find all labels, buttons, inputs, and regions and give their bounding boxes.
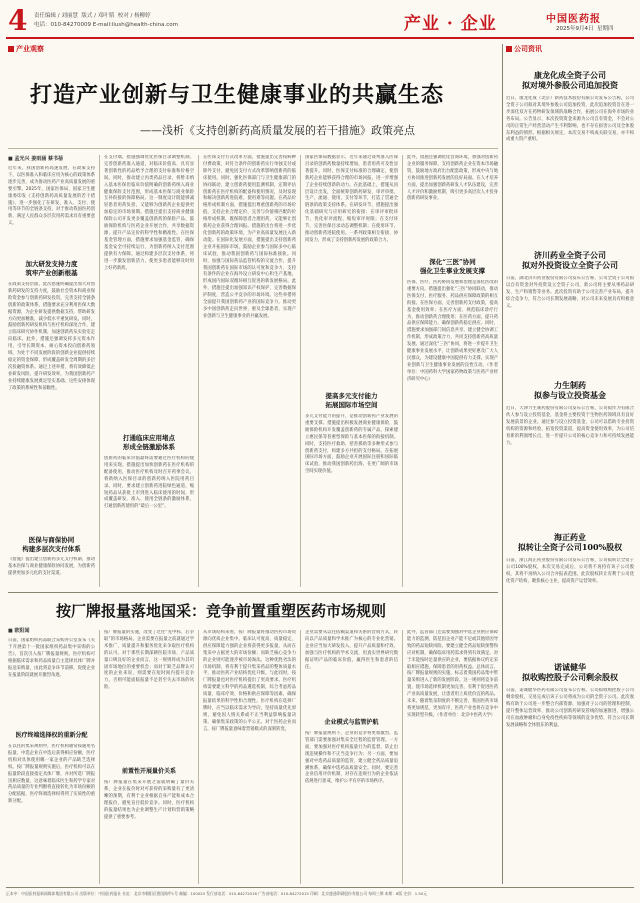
lead-col-2a: 在支付端，措施强调优化医保目录调整机制，完善创新药准入通道，对临床价值高、具有显著创新性的药品给予合理的支付标准和价格空间。同时，推动建立丙类药品目录，将暂未纳入基本医保但临床价值明确的创新药纳入商业健康保险支付范围，形成基本医保与商业保险互补衔接的保障格局。这一制度设计既能够减轻患者用药负担，又能够为创新药企业提供更加稳定的市场预期。措施还提出支持商业健康保险公司开发更多覆盖创新药的保险产品，鼓励保险机构与医药企业开展合作，共享数据资源，提升产品定价的科学性和精准性。在医保基金管理方面，措施要求加强基金监管，确保基金安全可持续运行，为创新药纳入支付范围提供有力保障。通过构建多层次支付体系，将进一步激发创新活力，使更多患者能够及时用上好药新药。 xyxy=(104,155,194,271)
footer-text: 正本中：中国医药报新闻媒体集团有限公司 出版单位：中国医药报社 社址：北京市朝阳区建国路甲1号 邮编：100020 发行部电话：010-84272016 广告部电话：010-84272015 印刷：北京盛通印刷股份有限公司 每周三期 本期：8版 定价：1.50元 xyxy=(6,891,428,896)
sidebar-item-2-text: 济川药业全资子公司 拟对外投资设立全资子公司 xyxy=(522,250,618,270)
section-tag-label: 产业观察 xyxy=(16,44,44,53)
editor-line xyxy=(34,11,151,19)
sidebar-item-2-body: 日前，湖北济川药业股份有限公司发布公告称，公司全资子公司拟以自有资金对外投资设立全资子公司，新公司将主要从事药品研发、生产和销售等业务。此次投资有助于公司完善产业布局，提升综合竞争力，符合公司长期发展战略，对公司未来发展具有积极意义。 xyxy=(506,276,634,309)
page-number: 4 xyxy=(8,4,28,37)
sidebar-rule xyxy=(502,44,503,884)
second-col-rule-4 xyxy=(402,630,403,884)
lead-col-1c: 《措施》提出建立创新药多元支付机制，推动基本医保与商业健康保险协同发展，为创新药提供更加多元化的支付渠道。 xyxy=(8,557,95,576)
lead-col-4a: 国家医保局数据显示，近年来通过谈判准入医保目录的创新药数量持续增加，患者用药可及性显著提升。同时，医保支付标准的合理确定，使创新药企业能够获得合理的市场回报，进一步增强了企业持续创新的动力。在此基础上，措施从顶层设计出发，全面统筹创新药研发、审评审批、生产、流通、使用、支付等环节，打造了贯通全链条的政策支持体系。在研发环节，措施提出强化基础研究与应用研究的衔接；在审评审批环节，优化审评流程、缩短审评时限；在支付环节，完善医保目录动态调整机制；在使用环节，推动创新药进院使用。一系列政策相互衔接、协同发力，形成了支持创新药发展的政策合力。 xyxy=(305,155,398,243)
lead-col-1a: 近年来，我国创新药高速发展，在政策支持下，以医保准入和临床应用为核心的政策体系逐步完善，成为推动医药产业高质量发展的重要引擎。2025年，国家医保局、国家卫生健康委印发《支持创新药高质量发展的若干措施》，进一步强化了在研发、准入、支付、使用等环节的全链条支持，对于推动我国医药创新、满足人民群众多层次用药需求具有重要意义。 xyxy=(8,166,95,227)
sidebar-item-3-text: 力生制药 拟参与设立投资基金 xyxy=(534,380,606,400)
second-col-2b: 按厂牌报量在集采开展之前就明确了量价关系，企业在报价时对可获得的采购量有了更清晰的预期，有利于企业根据自身产能和成本合理报价，避免盲目低价竞争。同时，医疗机构的报量结果也为企业调整生产计划和营销策略提供了重要参考。 xyxy=(104,780,194,820)
second-subhead-3 xyxy=(305,719,398,727)
lead-subhead-4 xyxy=(104,434,194,451)
tag-square-icon xyxy=(506,46,512,52)
section-tag-label: 公司资讯 xyxy=(514,44,542,53)
second-subhead-1-text: 医疗终端选择权的重新分配 xyxy=(15,732,88,739)
second-byline: ■ 欧阳闻 xyxy=(8,628,30,634)
paper-name: 中国医药报 xyxy=(546,14,601,25)
lead-col-5a: 此外，措施还强调优化营商环境，加强对创新药企业的服务保障，支持创新药企业在资本市场融资，鼓励地方政府出台配套政策，形成中央与地方协同推进创新药发展的良好局面。在人才培养方面，提出加强创新药研发人才队伍建设，完善人才评价和激励机制，吸引更多高层次人才投身创新药研发事业。 xyxy=(407,155,498,202)
lead-subhead-1-text: 加大研发支持力度 筑牢产业创新根基 xyxy=(25,260,78,277)
lead-headline: 打造产业创新与卫生健康事业的共赢生态 xyxy=(30,82,445,108)
second-top-rule xyxy=(8,592,498,593)
second-subhead-2 xyxy=(104,768,194,776)
second-col-rule-1 xyxy=(99,630,100,884)
second-col-1b: 在以往的集采规则中，医疗机构通常按通用名报量，中选企业在中选后获得相应份额，医疗机构对具体使用哪一家企业的产品缺乏选择权。按厂牌报量规则实施后，医疗机构可以在报量阶段直接指定具体厂牌，并对所选厂牌报送相应数量，这意味着临床医生和药学专家对药品质量的专业判断将直接转化为市场份额的分配依据，医疗终端选择权得到了实质性的重新分配。 xyxy=(8,744,95,805)
second-col-4b: 按厂牌报量规则下，企业的竞争将更加激烈，监管部门需要加强对集采全过程的监督管理。一方面，要加强对医疗机构报量行为的监督，防止出现违规操作和不正当竞争行为；另一方面，要加强对中选药品质量的监管，建立健全药品质量追溯体系，确保中选药品质量安全。同时，要完善企业信用评价机制，对存在违规行为的企业依法依规进行惩戒，维护公平有序的市场秩序。 xyxy=(305,731,398,785)
second-col-rule-2 xyxy=(198,630,199,884)
lead-subhead-2-text: 医保与商保协同 构建多层次支付体系 xyxy=(22,536,81,553)
sidebar-item-4-title xyxy=(506,532,634,552)
lead-divider xyxy=(8,148,498,149)
second-subhead-1 xyxy=(8,732,95,740)
second-col-5a: 此外，监管部门还需要加强对中选企业供应保障能力的监测，防范因企业产能不足或其他原因导致的药品短缺风险。要建立健全药品短缺预警和应对机制，确保临床用药需求得到有效满足。对于未能按时足量供应的企业，要依据协议约定采取相应措施，保障患者的用药权益。总体而言，按厂牌报量规则的实施，标志着我国药品集中带量采购进入了新的发展阶段。这一规则将竞争前置，使市场选择机制更加完善，有利于促进医药产业高质量发展，让患者用上质优价宜的药品。未来，随着集采制度的不断完善，我国医药市场将更加规范、更加有序，医药产业也将在竞争中实现转型升级。（作者单位：北京中医药大学） xyxy=(407,630,498,718)
lead-col-rule-4 xyxy=(402,155,403,587)
second-subhead-2-text: 前置性开展量价关系 xyxy=(121,768,176,775)
second-col-2a: 按厂牌报量的实施，改变了过往“先中标、后争取”的市场格局。企业需要在报量之前就通过学术推广、质量提升和服务优化来争取医疗机构的认可。对于那些长期深耕医院市场、产品质量口碑良好的企业而言，这一规则将成为其巩固市场地位的重要机会；而对于缺乏品牌认可度的企业来说，则需要在短时间内提升竞争力，否则可能面临报量不足甚至失去市场的风险。 xyxy=(104,630,194,691)
lead-col-1b: 在政策支持层面，此次措施明确提出加大对创新药研发的支持力度，鼓励社会资本和商业保险资金参与创新药研发投资，完善支持全链条创新的政策体系。措施要求充分利用医保大数据资源，为企业研发提供数据支持，帮助研发方向更加精准，减少低水平重复研发。同时，鼓励创新药研发机构与医疗机构深度合作，建立临床研究协作机制，加速创新药从实验室走向临床。此外，措施还强调发挥多元资本作用，引导长期资本、耐心资本投向创新药领域，为处于不同发展阶段的创新企业提供持续稳定的资金保障，形成覆盖研发全周期的多层次投融资体系。通过上述举措，将有效降低企业研发风险，提升研发效率，为我国创新药产业持续健康发展奠定坚实基础。这些安排体现了政策的系统性和前瞻性。 xyxy=(8,282,95,391)
lead-subhead-3 xyxy=(407,258,498,275)
sidebar-item-1-title xyxy=(506,70,634,90)
editor: 责任编辑 / 刘丽慧 xyxy=(34,13,78,19)
section-title: 产业 · 企业 xyxy=(404,14,497,34)
lead-col-rule-2 xyxy=(198,155,199,587)
sidebar-item-5-body: 日前，诺诚健华医药有限公司发布公告称，公司拟收购控股子公司剩余股权，交易完成后该子公司将成为公司的全资子公司。此次收购有助于公司进一步整合内部资源，加强对子公司的管理和控制，提升整体运营效率，推动公司创新药研发管线的加速推进，增强公司在血液肿瘤和自身免疫性疾病等领域的竞争优势，符合公司长期发展战略和全体股东的利益。 xyxy=(506,688,634,728)
sidebar-item-2-title xyxy=(506,250,634,270)
second-col-4a: 企业需要从以往依赖渠道和关系的营销方式，转向以产品质量和学术推广为核心的专业化营销。企业应当加大研发投入，提升产品质量和疗效，加强与医疗机构的学术交流，用真实世界研究数据证明产品的临床价值，赢得医生和患者的信任。 xyxy=(305,630,398,670)
lead-subheadline: ——浅析《支持创新药高质量发展的若干措施》政策亮点 xyxy=(140,124,415,137)
second-col-1a: 日前，国家组织药品联合采购办公室发布《关于开展第十一批国家组织药品集中采购的公告》，首次引入按厂牌报量规则。医疗机构可根据临床需求和药品质量自主选择具体厂牌并报送采购量，由此将竞争环节前移，促使企业在报量阶段就展开激烈角逐。 xyxy=(8,638,95,678)
lead-subhead-5-text: 提高多元支付能力 拓展国际市场空间 xyxy=(325,392,378,409)
footer-rule xyxy=(6,887,634,888)
lead-col-4b: 多元支付能力的提升，是推动创新药产业发展的重要支撑。措施提出积极发展商业健康保险，鼓励保险机构开发覆盖创新药的专属产品，探索建立惠民保等普惠型保险与基本医保的衔接机制。同时，支持医疗救助、慈善援助等多种形式参与创新药支付，构建多方共担的支付格局。在拓展国际市场方面，鼓励企业开展国际注册和国际临床试验，推动我国创新药出海，在更广阔的市场空间实现价值。 xyxy=(305,414,398,475)
lead-subhead-3-text: 深化“三医”协同 强化卫生事业发展支撑 xyxy=(420,258,485,275)
weekday: 星期四 xyxy=(597,26,614,32)
sidebar-item-1-text: 康龙化成全资子公司 拟对境外参股公司追加投资 xyxy=(522,70,618,90)
issue-date xyxy=(556,24,614,32)
lead-col-rule-1 xyxy=(99,155,100,587)
masthead-rule xyxy=(6,37,634,39)
section-tag-industry xyxy=(8,43,44,54)
date: 2025年9月4日 xyxy=(556,26,594,32)
masthead xyxy=(0,0,640,44)
second-col-3a: 从市场结构来看，按厂牌报量将推动医药市场资源向优质企业集中。临床认可度高、质量稳定、供应保障能力强的企业将获得更多报量，从而在集采中占据更大的市场份额；而缺乏核心竞争力的企业则可能逐步被市场淘汰。这种优胜劣汰的市场机制，将有利于提升集采药品的整体质量水平，推动医药产业结构优化升级。与此同时，按厂牌报量也对医疗机构提出了更高要求。医疗机构需要建立科学的药品遴选机制，综合考虑药品质量、临床疗效、价格和供应保障等因素，确保报量结果的科学性和合理性。医疗机构在选择厂牌时，应当以临床需求为导向，坚持质量优先原则，避免因人情关系或不正当利益影响报量决策，确保集采政策的公平公正。对于医药企业而言，按厂牌报量意味着营销模式的深刻转变。 xyxy=(203,630,296,732)
lead-col-3a: 在医保支付方式改革方面，措施提出完善按病种付费政策，对符合条件的创新药实行单独支付或除外支付，避免因支付方式改革影响创新药的临床使用。同时，强化医保部门与卫生健康部门的协同联动，建立创新药使用监测机制，定期评估创新药在医疗机构的配备和使用情况，及时发现和解决创新药进院难、使用难等问题。在药品价格形成机制方面，措施提出尊重创新药的市场价值，支持企业合理定价，完善与价值相匹配的价格形成机制，既保障患者合理用药，又能够让创新药企业获得合理回报。措施的出台将进一步优化创新药的政策环境，为产业高质量发展注入新动能。在国际化发展方面，措施提出支持创新药企业开拓国际市场，鼓励企业参与国际多中心临床试验，推动我国创新药与国际标准接轨。同时，加强与国际药品监管机构的交流合作，提升我国创新药在国际市场的认可度和竞争力，支持有条件的企业在海外设立研发中心和生产基地，形成国内国际双循环相互促进的新发展格局。此外，措施还提出加强知识产权保护，完善数据保护制度，营造公平竞争的市场环境。这些举措将全面提升我国创新药产业的国际竞争力，推动更多中国创新药走向世界，惠及全球患者，实现产业创新与卫生健康事业的共赢发展。 xyxy=(203,155,296,319)
designer: 版式 / 邓叶韬 xyxy=(81,13,115,19)
lead-col-5b: 医保、医疗、医药协同发展和治理是深化医改的重要方向。措施提出强化“三医”协同联动，推动医保支付、医疗服务、药品供应保障政策的相互衔接。在医保方面，完善创新药支付政策，提高基金使用效率；在医疗方面，规范临床诊疗行为，推动创新药合理使用；在医药方面，提升药品供应保障能力，确保创新药稳定供应。同时，措施要求加强部门间信息共享，建立健全协调工作机制，形成政策合力，共同支持创新药高质量发展。通过深化“三医”协同，将进一步提升卫生健康事业发展水平，让创新成果更好惠及广大人民群众，为建设健康中国提供有力支撑。实现产业创新与卫生健康事业发展的良性互动。（作者单位：中国药科大学国家药物政策与医药产业经济研究中心） xyxy=(407,280,498,382)
sidebar-item-4-body: 日前，浙江海正药业股份有限公司发布公告称，公司拟转让全资子公司100%股权，本次交易完成后，公司将不再持有该子公司股权，其将不再纳入公司合并报表范围。此次股权转让有利于公司优化资产结构，聚焦核心主业，提高资产运营效率。 xyxy=(506,558,634,584)
lead-col-2b: 创新药的临床价值最终需要通过医疗机构的使用来实现。措施提出加快创新药在医疗机构的配备使用，推动医疗机构及时召开药事会议，将新纳入医保目录的创新药纳入医院用药目录。同时，要求建立创新药进院绿色通道，缩短药品从获批上市到进入临床使用的时间，形成覆盖研发、准入、使用全链条的激励体系，打通创新药使用的“最后一公里”。 xyxy=(104,456,194,510)
lead-subhead-2 xyxy=(8,536,95,553)
lead-byline: ■ 孟光兴 姜雨涵 蔡书蓓 xyxy=(8,156,63,162)
tag-square-icon xyxy=(8,46,14,52)
lead-subhead-1 xyxy=(8,260,95,277)
sidebar-item-5-text: 诺诚健华 拟收购控股子公司剩余股权 xyxy=(522,662,618,682)
lead-col-rule-3 xyxy=(300,155,301,587)
contact-line: 电话：010-84270009 E-mail:liush@health-china.com xyxy=(34,22,178,28)
sidebar-item-5-title xyxy=(506,662,634,682)
lead-subhead-5 xyxy=(305,392,398,409)
lead-subhead-4-text: 打通临床应用堵点 形成全链激励体系 xyxy=(123,434,175,451)
sidebar-item-1-body: 近日，康龙化成（北京）新药技术股份有限公司发布公告称，公司全资子公司拟对其境外参股公司追加投资，此次追加投资旨在进一步深化双方在药物研发领域的战略合作，拓展公司在海外市场的业务布局。公告显示，本次投资资金来源为公司自有资金，不会对公司的正常生产经营活动产生不利影响，也不存在损害公司及全体股东利益的情形。根据相关规定，本次交易不构成关联交易，亦不构成重大资产重组。 xyxy=(506,96,634,143)
second-col-rule-3 xyxy=(300,630,301,884)
sidebar-item-4-text: 海正药业 拟转让全资子公司100%股权 xyxy=(517,532,623,552)
second-subhead-3-text: 企业模式与监管护航 xyxy=(324,719,379,726)
sidebar-item-3-body: 近日，天津力生制药股份有限公司发布公告称，公司拟作为有限合伙人参与设立投资基金，基金将主要投资于生物医药领域具有良好发展前景的企业。通过参与设立投资基金，公司可以借助专业投资机构的资源和经验，拓宽投资渠道，提高资金使用效率，为公司培育新的利润增长点，进一步提升公司的核心竞争力和可持续发展能力。 xyxy=(506,406,634,446)
section-tag-company xyxy=(506,43,542,54)
sidebar-item-3-title xyxy=(506,380,634,400)
proof: 校对 / 杨柳婷 xyxy=(117,13,151,19)
second-headline: 按厂牌报量落地国采：竞争前置重塑医药市场规则 xyxy=(56,602,387,620)
